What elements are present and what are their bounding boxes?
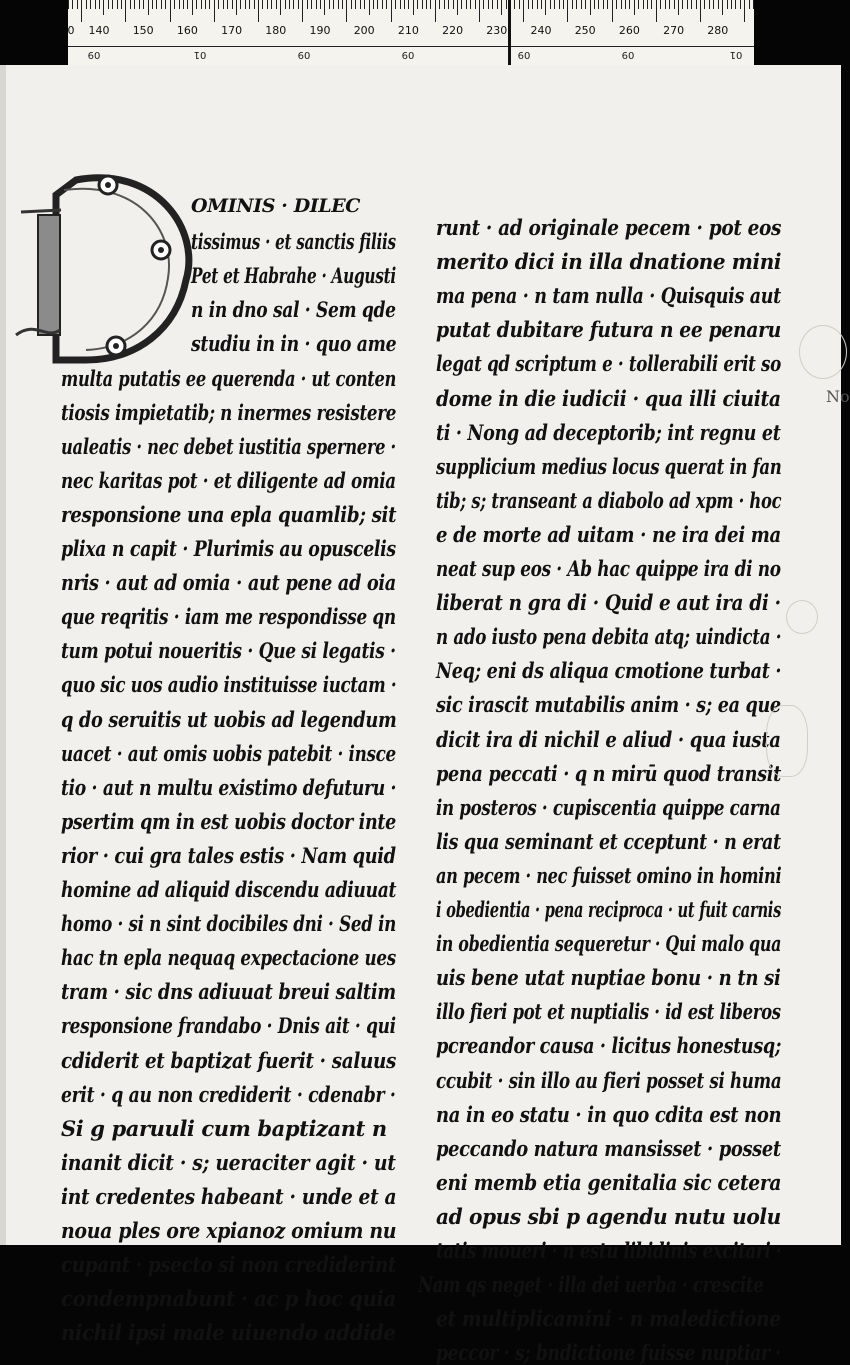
margin-note: No [826, 387, 850, 406]
manuscript-line: in posteros · cupiscentia quippe carna [436, 794, 781, 820]
manuscript-line: uacet · aut omis uobis patebit · insce [61, 740, 396, 766]
ruler-tick [501, 0, 502, 15]
ruler-tick [77, 0, 78, 9]
ruler-tick [373, 0, 374, 9]
manuscript-line: supplicium medius locus querat in fan [436, 453, 782, 479]
manuscript-line: na in eo statu · in quo cdita est non [436, 1101, 782, 1127]
manuscript-line: tiosis impietatib; n inermes resistere [61, 399, 397, 425]
ruler-tick [262, 0, 263, 9]
ruler-bottom-label: 09 [87, 49, 101, 60]
ruler-tick [236, 0, 237, 15]
ruler-tick [240, 0, 241, 9]
ruler-tick [647, 0, 648, 9]
ruler-tick [483, 0, 484, 9]
ruler-tick-label: 0 [67, 24, 75, 37]
page-stain [766, 705, 808, 777]
ruler-tick [214, 0, 215, 22]
ruler-tick [541, 0, 542, 9]
ruler-tick [391, 0, 392, 22]
manuscript-line: tio · aut n multu existimo defuturu · [61, 774, 397, 800]
manuscript-line: hac tn epla nequaq expectacione ues [61, 945, 396, 971]
manuscript-line: tatis moueri · n estu libidinis excitari · [436, 1238, 782, 1263]
manuscript-line: peccor · s; bndictione fuisse nuptiar · [436, 1340, 781, 1365]
manuscript-line: pcreandor causa · licitus honestusq; [436, 1033, 782, 1059]
manuscript-line: condempnabunt · ac p hoc quia [61, 1286, 396, 1312]
manuscript-line: tram · sic dns adiuuat breui saltim [61, 979, 396, 1005]
ruler-tick [430, 0, 431, 9]
manuscript-line: Neq; eni ds aliqua cmotione turbat · [436, 658, 782, 684]
manuscript-line: in obedientia sequeretur · Qui malo qua [436, 931, 782, 957]
ruler-tick [95, 0, 96, 9]
ruler-tick [183, 0, 184, 9]
ruler-tick [316, 0, 317, 9]
ruler-bottom-label: 09 [401, 49, 415, 60]
manuscript-line: peccando natura mansisset · posset [436, 1135, 781, 1161]
ruler-tick-label: 200 [353, 24, 375, 37]
ruler-tick [718, 0, 719, 9]
manuscript-line: dome in die iudicii · qua illi ciuita [436, 385, 781, 411]
ruler-tick [267, 0, 268, 9]
manuscript-line: quo sic uos audio instituisse iuctam · [61, 672, 397, 698]
ruler-tick [165, 0, 166, 9]
ruler-bottom-label: 09 [517, 49, 531, 60]
manuscript-line: rior · cui gra tales estis · Nam quid [61, 842, 396, 868]
ruler-tick-label: 160 [176, 24, 198, 37]
ruler-tick-label: 240 [530, 24, 552, 37]
manuscript-line: que reqritis · iam me respondisse qn [61, 604, 396, 630]
manuscript-line: eni memb etia genitalia sic cetera [436, 1169, 782, 1195]
ruler-tick [563, 0, 564, 9]
ruler-tick [537, 0, 538, 9]
manuscript-line: responsione frandabo · Dnis ait · qui [61, 1013, 396, 1039]
ruler-tick [170, 0, 171, 22]
ruler-tick-label: 150 [132, 24, 154, 37]
manuscript-line: liberat n gra di · Quid e aut ira di · [436, 590, 781, 616]
manuscript-line: legat qd scriptum e · tollerabili erit so [436, 351, 781, 377]
ruler-tick [395, 0, 396, 9]
ruler-tick [369, 0, 370, 15]
ruler-tick [108, 0, 109, 9]
manuscript-line: ad opus sbi p agendu nutu uolu [436, 1203, 781, 1229]
ruler-tick [439, 0, 440, 9]
ruler-tick [532, 0, 533, 9]
ruler-tick [232, 0, 233, 9]
ruler-tick [311, 0, 312, 9]
ruler-tick [435, 0, 436, 22]
ruler-tick [528, 0, 529, 9]
ruler-tick [209, 0, 210, 9]
ruler-tick [643, 0, 644, 9]
ruler-tick [346, 0, 347, 22]
ruler-tick [404, 0, 405, 9]
manuscript-page [0, 65, 850, 1365]
ruler-tick [355, 0, 356, 9]
ruler-tick [603, 0, 604, 9]
ruler-tick [223, 0, 224, 9]
manuscript-line: e de morte ad uitam · ne ira dei ma [436, 521, 781, 547]
ruler-tick [691, 0, 692, 9]
manuscript-line: dicit ira di nichil e aliud · qua iusta [436, 726, 781, 752]
ruler-tick [324, 0, 325, 15]
ruler-tick [687, 0, 688, 9]
ruler-tick [99, 0, 100, 9]
ruler-tick-label: 170 [221, 24, 243, 37]
ruler-tick [594, 0, 595, 9]
ruler-tick [554, 0, 555, 9]
ruler-tick-label: 140 [88, 24, 110, 37]
ruler-tick [598, 0, 599, 9]
manuscript-line: n in dno sal · Sem qde [191, 297, 396, 323]
ruler-tick [457, 0, 458, 15]
ruler-tick [196, 0, 197, 9]
decorated-initial-d-icon [16, 170, 191, 365]
manuscript-line: cdiderit et baptizat fuerit · saluus [61, 1047, 396, 1073]
ruler-tick [656, 0, 657, 22]
ruler-tick [479, 0, 480, 22]
ruler-tick [444, 0, 445, 9]
ruler-tick [727, 0, 728, 9]
ruler-tick [669, 0, 670, 9]
ruler-tick [121, 0, 122, 9]
ruler-tick [559, 0, 560, 9]
manuscript-line: illo fieri pot et nuptialis · id est liberos [436, 999, 781, 1025]
ruler-tick [86, 0, 87, 9]
ruler-tick [112, 0, 113, 9]
ruler-tick [731, 0, 732, 9]
manuscript-line: n ado iusto pena debita atq; uindicta · [436, 624, 782, 650]
ruler-tick [293, 0, 294, 9]
manuscript-line: nris · aut ad omia · aut pene ad oia [61, 570, 396, 596]
ruler-tick [408, 0, 409, 9]
ruler-tick [545, 0, 546, 15]
manuscript-line: erit · q au non crediderit · cdenabr · [61, 1081, 396, 1107]
ruler-tick [364, 0, 365, 9]
manuscript-line: cupant · psecto si non crediderint [61, 1252, 397, 1278]
ruler-tick [567, 0, 568, 22]
ruler-tick [205, 0, 206, 9]
manuscript-line: multa putatis ee querenda · ut conten [61, 365, 397, 391]
ruler-tick [638, 0, 639, 9]
manuscript-line: lis qua seminant et cceptunt · n erat [436, 828, 781, 854]
ruler-tick [161, 0, 162, 9]
ruler-tick [678, 0, 679, 15]
manuscript-line: an pecem · nec fuisset omino in homini [436, 862, 782, 888]
ruler-tick [187, 0, 188, 9]
ruler-tick [696, 0, 697, 9]
ruler-tick [572, 0, 573, 9]
manuscript-line: homo · si n sint docibiles dni · Sed in [61, 911, 397, 937]
ruler-tick [488, 0, 489, 9]
ruler-tick [550, 0, 551, 9]
ruler-tick [621, 0, 622, 9]
ruler-tick [466, 0, 467, 9]
ruler-tick [258, 0, 259, 22]
ruler-tick [68, 0, 69, 9]
ruler-tick [740, 0, 741, 9]
ruler-bottom-label: 09 [297, 49, 311, 60]
ruler-tick [674, 0, 675, 9]
ruler-tick [590, 0, 591, 15]
manuscript-line: inanit dicit · s; ueraciter agit · ut [61, 1149, 396, 1175]
manuscript-line: runt · ad originale pecem · pot eos [436, 215, 782, 240]
manuscript-line: plixa n capit · Plurimis au opuscelis [61, 536, 396, 561]
ruler-bottom-label: 01 [729, 49, 743, 60]
manuscript-line: responsione una epla quamlib; sit [61, 501, 397, 527]
ruler-tick [72, 0, 73, 9]
ruler-tick [682, 0, 683, 9]
ruler-tick-label: 230 [486, 24, 508, 37]
manuscript-line: nichil ipsi male uiuendo addide [61, 1320, 396, 1346]
manuscript-line: uis bene utat nuptiae bonu · n tn si [436, 965, 781, 991]
manuscript-line: Nam qs neget · illa dei uerba · crescite [418, 1272, 764, 1298]
manuscript-line: q do seruitis ut uobis ad legendum [61, 706, 397, 732]
manuscript-line: noua ples ore xpianoz omium nu [61, 1218, 397, 1243]
ruler-tick [271, 0, 272, 9]
ruler-tick [218, 0, 219, 9]
ruler-tick-label: 180 [265, 24, 287, 37]
ruler-tick [382, 0, 383, 9]
ruler-tick [134, 0, 135, 9]
ruler-tick [492, 0, 493, 9]
ruler-tick [413, 0, 414, 15]
ruler-tick [307, 0, 308, 9]
ruler-tick-label: 190 [309, 24, 331, 37]
ruler-tick [576, 0, 577, 9]
ruler-tick-label: 210 [397, 24, 419, 37]
ruler-tick [227, 0, 228, 9]
manuscript-line: nec karitas pot · et diligente ad omia [61, 467, 396, 493]
manuscript-line: OMINIS · DILEC [191, 195, 361, 217]
ruler-tick [448, 0, 449, 9]
ruler-tick [148, 0, 149, 15]
ruler-tick [81, 0, 82, 22]
manuscript-line: ma pena · n tam nulla · Quisquis aut [436, 283, 781, 309]
manuscript-line: studiu in in · quo ame [191, 331, 397, 357]
ruler-tick [475, 0, 476, 9]
ruler-tick [581, 0, 582, 9]
ruler-tick [192, 0, 193, 15]
ruler-tick [625, 0, 626, 9]
page-stain [799, 325, 847, 379]
ruler-tick [497, 0, 498, 9]
ruler-tick [156, 0, 157, 9]
ruler-tick [700, 0, 701, 22]
ruler-tick [143, 0, 144, 9]
ruler-tick [422, 0, 423, 9]
ruler-tick [634, 0, 635, 15]
ruler-tick [651, 0, 652, 9]
ruler-tick [333, 0, 334, 9]
ruler-tick [179, 0, 180, 9]
manuscript-line: neat sup eos · Ab hac quippe ira di no [436, 556, 781, 581]
manuscript-line: tib; s; transeant a diabolo ad xpm · hoc [436, 487, 782, 513]
ruler-tick [519, 0, 520, 9]
ruler-tick [298, 0, 299, 9]
ruler-tick [417, 0, 418, 9]
manuscript-line: et multiplicamini · n maledictione [436, 1306, 781, 1332]
ruler-tick [735, 0, 736, 9]
ruler-tick [152, 0, 153, 9]
ruler-tick [139, 0, 140, 9]
ruler-tick [660, 0, 661, 9]
ruler-tick [302, 0, 303, 22]
ruler-tick [249, 0, 250, 9]
ruler-tick [254, 0, 255, 9]
manuscript-line: ti · Nong ad deceptorib; int regnu et [436, 419, 781, 445]
ruler-seam [508, 0, 511, 65]
ruler-tick [338, 0, 339, 9]
manuscript-line: tissimus · et sanctis filiis [191, 229, 396, 255]
ruler-tick [377, 0, 378, 9]
ruler-tick [125, 0, 126, 22]
ruler-tick [342, 0, 343, 9]
ruler-tick [629, 0, 630, 9]
ruler-tick-label: 250 [574, 24, 596, 37]
ruler-tick [753, 0, 754, 9]
ruler-tick [722, 0, 723, 15]
ruler-tick [351, 0, 352, 9]
ruler-tick-label: 220 [442, 24, 464, 37]
manuscript-line: tum potui noueritis · Que si legatis · [61, 638, 396, 664]
ruler-bottom-scale [68, 46, 754, 65]
ruler-tick [744, 0, 745, 22]
ruler-bottom-label: 01 [193, 49, 207, 60]
manuscript-line: homine ad aliquid discendu adiuuat [61, 877, 397, 902]
ruler-tick [713, 0, 714, 9]
ruler-tick [514, 0, 515, 9]
manuscript-line: pena peccati · q n mirū quod transit [436, 760, 781, 786]
manuscript-line: ualeatis · nec debet iustitia spernere · [61, 433, 396, 459]
ruler-tick [665, 0, 666, 9]
ruler-tick [704, 0, 705, 9]
manuscript-line: sic irascit mutabilis anim · s; ea que [436, 692, 781, 718]
ruler-bottom-label: 09 [621, 49, 635, 60]
measurement-ruler [68, 0, 754, 66]
ruler-tick [280, 0, 281, 15]
ruler-tick [616, 0, 617, 9]
ruler-tick [749, 0, 750, 9]
ruler-tick [453, 0, 454, 9]
ruler-tick [90, 0, 91, 9]
ruler-tick [506, 0, 507, 9]
ruler-tick [174, 0, 175, 9]
manuscript-line: Pet et Habrahe · Augusti [191, 263, 396, 289]
manuscript-line: int credentes habeant · unde et a [61, 1183, 397, 1209]
manuscript-line: putat dubitare futura n ee penaru [436, 317, 781, 343]
ruler-tick [709, 0, 710, 9]
ruler-tick [386, 0, 387, 9]
ruler-tick [461, 0, 462, 9]
ruler-tick [285, 0, 286, 9]
manuscript-line: ccubit · sin illo au fieri posset si huma [436, 1067, 782, 1093]
ruler-tick [201, 0, 202, 9]
ruler-tick [426, 0, 427, 9]
ruler-tick [585, 0, 586, 9]
ruler-tick [612, 0, 613, 22]
ruler-tick [103, 0, 104, 15]
ruler-top-scale [68, 0, 754, 47]
ruler-tick [117, 0, 118, 9]
ruler-tick [276, 0, 277, 9]
ruler-tick [320, 0, 321, 9]
ruler-tick-label: 280 [707, 24, 729, 37]
ruler-tick-label: 270 [663, 24, 685, 37]
ruler-tick [245, 0, 246, 9]
page-stain [786, 600, 818, 634]
ruler-tick-label: 260 [618, 24, 640, 37]
manuscript-line: i obedientia · pena reciproca · ut fuit carnis [436, 897, 782, 922]
manuscript-line: Si g paruuli cum baptizant n [61, 1115, 387, 1141]
ruler-tick [523, 0, 524, 22]
ruler-tick [130, 0, 131, 9]
manuscript-line: merito dici in illa dnatione mini [436, 249, 782, 275]
ruler-tick [360, 0, 361, 9]
ruler-tick [470, 0, 471, 9]
ruler-tick [329, 0, 330, 9]
manuscript-line: psertim qm in est uobis doctor inte [61, 808, 396, 834]
ruler-tick [607, 0, 608, 9]
ruler-tick [400, 0, 401, 9]
ruler-tick [289, 0, 290, 9]
